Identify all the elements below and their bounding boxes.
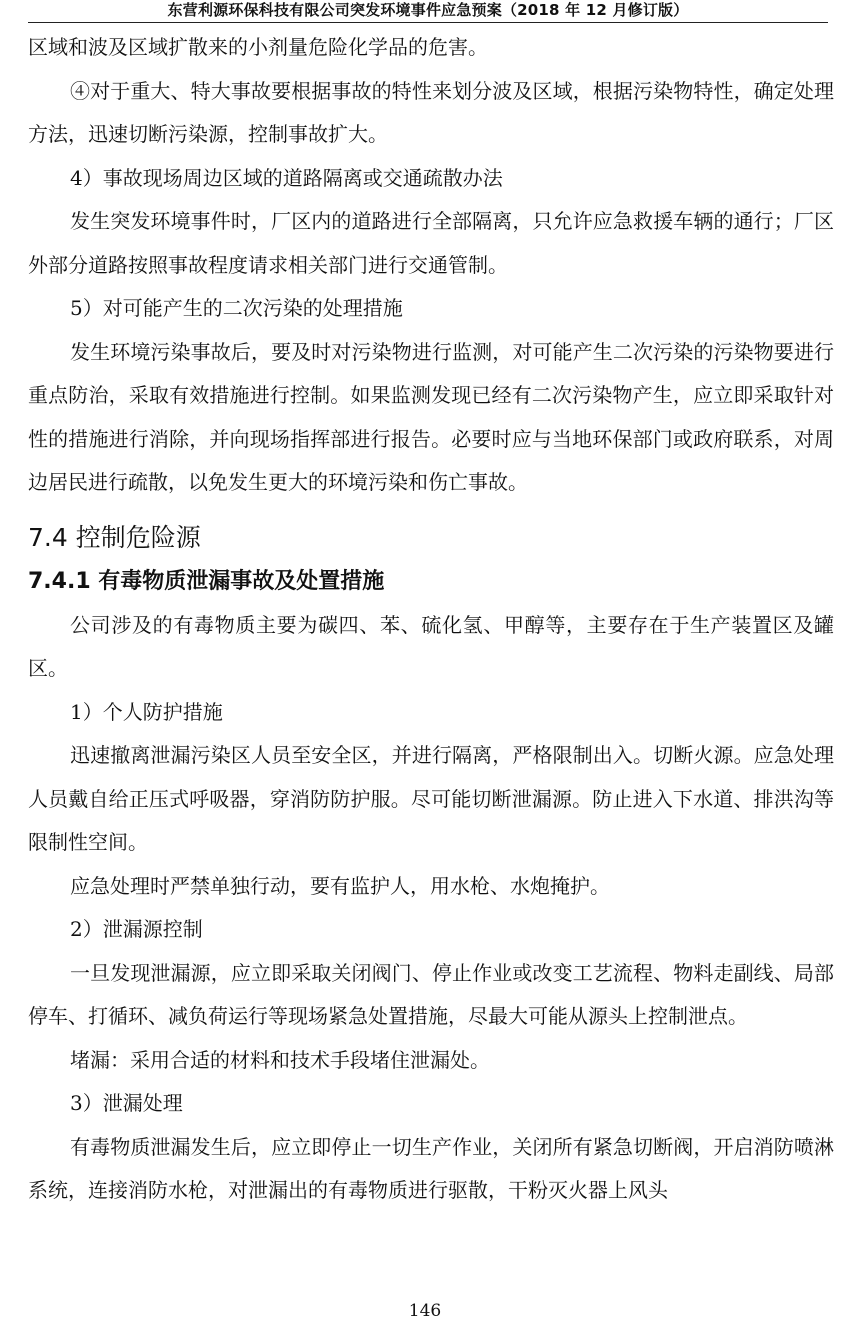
page-header: 东营利源环保科技有限公司突发环境事件应急预案（2018 年 12 月修订版）: [28, 0, 828, 23]
paragraph: 有毒物质泄漏发生后，应立即停止一切生产作业，关闭所有紧急切断阀，开启消防喷淋系统，连接消防水枪，对泄漏出的有毒物质进行驱散，干粉灭火器上风头: [28, 1134, 834, 1202]
paragraph: 迅速撤离泄漏污染区人员至安全区，并进行隔离，严格限制出入。切断火源。应急处理人员戴自给正压式呼吸器，穿消防防护服。尽可能切断泄漏源。防止进入下水道、排洪沟等限制性空间。: [28, 743, 834, 854]
paragraph: 应急处理时严禁单独行动，要有监护人，用水枪、水炮掩护。: [70, 873, 610, 898]
paragraph: 区域和波及区域扩散来的小剂量危险化学品的危害。: [28, 35, 488, 59]
list-heading: 2）泄漏源控制: [70, 917, 203, 941]
list-heading: 4）事故现场周边区域的道路隔离或交通疏散办法: [70, 165, 503, 190]
paragraph: 发生环境污染事故后，要及时对污染物进行监测，对可能产生二次污染的污染物要进行重点防治，采取有效措施进行控制。如果监测发现已经有二次污染物产生，应立即采取针对性的措施进行消除，并向现场指挥部进行报告。必要时应与当地环保部门或政府联系，对周边居民进行疏散，以免发生更大的环境污染和伤亡事故。: [28, 339, 834, 494]
paragraph: 发生突发环境事件时，厂区内的道路进行全部隔离，只允许应急救援车辆的通行；厂区外部分道路按照事故程度请求相关部门进行交通管制。: [28, 209, 834, 277]
paragraph: 公司涉及的有毒物质主要为碳四、苯、硫化氢、甲醇等，主要存在于生产装置区及罐区。: [28, 612, 834, 680]
paragraph: 堵漏：采用合适的材料和技术手段堵住泄漏处。: [70, 1047, 490, 1072]
list-heading: 1）个人防护措施: [70, 699, 223, 724]
page-number: 146: [408, 1301, 442, 1321]
document-body: [28, 26, 834, 1213]
paragraph: 一旦发现泄漏源，应立即采取关闭阀门、停止作业或改变工艺流程、物料走副线、局部停车、打循环、减负荷运行等现场紧急处置措施，尽最大可能从源头上控制泄点。: [28, 960, 834, 1028]
list-heading: 5）对可能产生的二次污染的处理措施: [70, 296, 403, 320]
list-heading: 3）泄漏处理: [70, 1091, 183, 1115]
paragraph: ④对于重大、特大事故要根据事故的特性来划分波及区域，根据污染物特性，确定处理方法，迅速切断污染源，控制事故扩大。: [28, 78, 834, 146]
subsection-heading: 7.4.1 有毒物质泄漏事故及处置措施: [28, 568, 385, 594]
section-heading: 7.4 控制危险源: [28, 522, 201, 552]
